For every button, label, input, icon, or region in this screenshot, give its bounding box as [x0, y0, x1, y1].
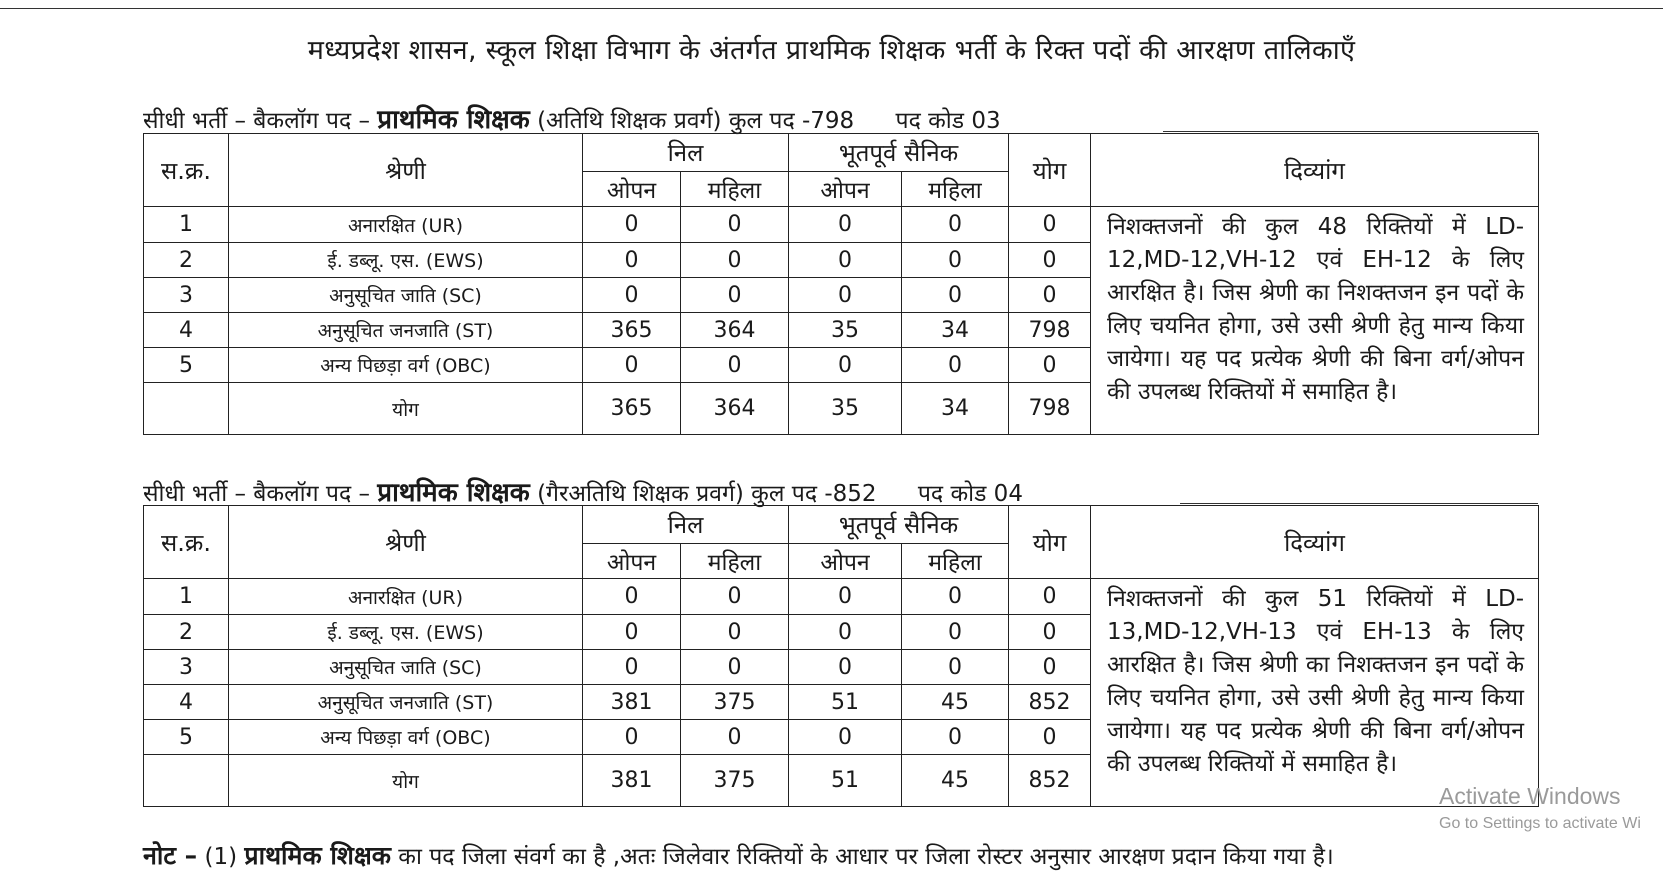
col-header-ex-open: ओपन: [789, 172, 902, 207]
col-header-nil: निल: [583, 134, 789, 172]
ex-women-cell: 0: [902, 720, 1009, 755]
sno-cell: 5: [144, 720, 229, 755]
nil-open-cell: 0: [583, 243, 681, 278]
total-cell: 0: [1009, 650, 1091, 685]
col-header-nil: निल: [583, 506, 789, 544]
category-cell: अनुसूचित जाति (SC): [229, 650, 583, 685]
grand-total: 798: [1009, 383, 1091, 435]
ex-women-cell: 45: [902, 685, 1009, 720]
heading-prefix: सीधी भर्ती – बैकलॉग पद –: [143, 481, 370, 507]
total-cell: 0: [1009, 615, 1091, 650]
ex-open-cell: 0: [789, 650, 902, 685]
ex-open-cell: 0: [789, 278, 902, 313]
ex-women-total: 34: [902, 383, 1009, 435]
note-post-name: प्राथमिक शिक्षक: [244, 841, 391, 870]
ex-women-cell: 0: [902, 207, 1009, 243]
ex-women-cell: 0: [902, 615, 1009, 650]
nil-women-cell: 0: [681, 650, 789, 685]
category-cell: अनुसूचित जनजाति (ST): [229, 313, 583, 348]
heading-rule: [1180, 503, 1538, 504]
empty-cell: [144, 383, 229, 435]
sno-cell: 3: [144, 278, 229, 313]
note-label: नोट –: [143, 841, 198, 870]
ex-open-cell: 0: [789, 615, 902, 650]
col-header-category: श्रेणी: [229, 134, 583, 207]
table-2-heading: [143, 473, 1023, 509]
ex-women-cell: 0: [902, 243, 1009, 278]
category-cell: अनारक्षित (UR): [229, 579, 583, 615]
total-cell: 0: [1009, 278, 1091, 313]
sno-cell: 4: [144, 313, 229, 348]
col-header-nil-women: महिला: [681, 172, 789, 207]
ex-women-cell: 0: [902, 278, 1009, 313]
nil-open-cell: 0: [583, 207, 681, 243]
ex-women-cell: 0: [902, 348, 1009, 383]
total-label: योग: [229, 755, 583, 807]
reservation-table-2: [143, 505, 1539, 807]
nil-open-cell: 0: [583, 615, 681, 650]
reservation-table-1: [143, 133, 1539, 435]
heading-rule: [1163, 131, 1538, 132]
divyang-note: निशक्तजनों की कुल 48 रिक्तियों में LD-12,MD-12,VH-12 एवं EH-12 के लिए आरक्षित है। जिस श्रेणी का निशक्तजन इन पदों के लिए चयनित होगा, उसे उसी श्रेणी हेतु मान्य किया जायेगा। यह पद प्रत्येक श्रेणी की बिना वर्ग/ओपन की उपलब्ध रिक्तियों में समाहित है।: [1091, 207, 1539, 435]
nil-women-cell: 0: [681, 579, 789, 615]
ex-open-total: 35: [789, 383, 902, 435]
sno-cell: 1: [144, 207, 229, 243]
category-cell: अनुसूचित जनजाति (ST): [229, 685, 583, 720]
col-header-sno: स.क्र.: [144, 506, 229, 579]
heading-post-name: प्राथमिक शिक्षक: [377, 105, 530, 135]
grand-total: 852: [1009, 755, 1091, 807]
total-cell: 0: [1009, 579, 1091, 615]
empty-cell: [144, 755, 229, 807]
col-header-ex-women: महिला: [902, 172, 1009, 207]
table-1-heading: [143, 100, 1001, 136]
post-code: पद कोड 03: [895, 108, 1001, 134]
heading-prefix: सीधी भर्ती – बैकलॉग पद –: [143, 108, 370, 134]
ex-open-cell: 51: [789, 685, 902, 720]
col-header-ex-servicemen: भूतपूर्व सैनिक: [789, 506, 1009, 544]
sno-cell: 2: [144, 243, 229, 278]
heading-category-total: (अतिथि शिक्षक प्रवर्ग) कुल पद -798: [537, 108, 855, 134]
category-cell: अन्य पिछड़ा वर्ग (OBC): [229, 720, 583, 755]
total-cell: 0: [1009, 348, 1091, 383]
nil-women-total: 375: [681, 755, 789, 807]
footer-note: [143, 838, 1334, 872]
category-cell: अनुसूचित जाति (SC): [229, 278, 583, 313]
category-cell: अनारक्षित (UR): [229, 207, 583, 243]
heading-post-name: प्राथमिक शिक्षक: [377, 478, 530, 508]
category-cell: ई. डब्लू. एस. (EWS): [229, 243, 583, 278]
ex-open-cell: 0: [789, 348, 902, 383]
nil-women-cell: 0: [681, 207, 789, 243]
total-cell: 0: [1009, 720, 1091, 755]
ex-open-total: 51: [789, 755, 902, 807]
sno-cell: 3: [144, 650, 229, 685]
top-rule: [0, 8, 1663, 9]
nil-open-cell: 0: [583, 720, 681, 755]
col-header-total: योग: [1009, 506, 1091, 579]
sno-cell: 5: [144, 348, 229, 383]
nil-open-cell: 0: [583, 278, 681, 313]
ex-open-cell: 0: [789, 720, 902, 755]
nil-women-cell: 0: [681, 348, 789, 383]
col-header-ex-open: ओपन: [789, 544, 902, 579]
col-header-divyang: दिव्यांग: [1091, 506, 1539, 579]
note-number: (1): [204, 844, 238, 870]
total-cell: 0: [1009, 243, 1091, 278]
note-text: का पद जिला संवर्ग का है ,अतः जिलेवार रिक्तियों के आधार पर जिला रोस्टर अनुसार आरक्षण प्रदान किया गया है।: [398, 844, 1334, 870]
table-row: [144, 579, 1539, 615]
category-cell: अन्य पिछड़ा वर्ग (OBC): [229, 348, 583, 383]
nil-open-cell: 381: [583, 685, 681, 720]
heading-category-total: (गैरअतिथि शिक्षक प्रवर्ग) कुल पद -852: [537, 481, 877, 507]
post-code: पद कोड 04: [917, 481, 1023, 507]
col-header-nil-open: ओपन: [583, 544, 681, 579]
ex-open-cell: 0: [789, 579, 902, 615]
nil-women-cell: 364: [681, 313, 789, 348]
total-cell: 852: [1009, 685, 1091, 720]
ex-women-total: 45: [902, 755, 1009, 807]
col-header-ex-women: महिला: [902, 544, 1009, 579]
col-header-total: योग: [1009, 134, 1091, 207]
col-header-nil-open: ओपन: [583, 172, 681, 207]
nil-open-total: 365: [583, 383, 681, 435]
ex-open-cell: 0: [789, 243, 902, 278]
category-cell: ई. डब्लू. एस. (EWS): [229, 615, 583, 650]
col-header-nil-women: महिला: [681, 544, 789, 579]
ex-women-cell: 0: [902, 579, 1009, 615]
nil-women-total: 364: [681, 383, 789, 435]
nil-open-cell: 0: [583, 579, 681, 615]
sno-cell: 4: [144, 685, 229, 720]
col-header-category: श्रेणी: [229, 506, 583, 579]
col-header-ex-servicemen: भूतपूर्व सैनिक: [789, 134, 1009, 172]
nil-women-cell: 375: [681, 685, 789, 720]
nil-women-cell: 0: [681, 720, 789, 755]
ex-women-cell: 0: [902, 650, 1009, 685]
ex-women-cell: 34: [902, 313, 1009, 348]
total-label: योग: [229, 383, 583, 435]
nil-women-cell: 0: [681, 243, 789, 278]
ex-open-cell: 35: [789, 313, 902, 348]
nil-open-cell: 0: [583, 650, 681, 685]
activate-windows-watermark: Activate Windows: [1439, 783, 1621, 809]
nil-open-cell: 0: [583, 348, 681, 383]
divyang-note: निशक्तजनों की कुल 51 रिक्तियों में LD-13,MD-12,VH-13 एवं EH-13 के लिए आरक्षित है। जिस श्रेणी का निशक्तजन इन पदों के लिए चयनित होगा, उसे उसी श्रेणी हेतु मान्य किया जायेगा। यह पद प्रत्येक श्रेणी की बिना वर्ग/ओपन की उपलब्ध रिक्तियों में समाहित है।: [1091, 579, 1539, 807]
page-title: मध्यप्रदेश शासन, स्कूल शिक्षा विभाग के अंतर्गत प्राथमिक शिक्षक भर्ती के रिक्त पदों की आरक्षण तालिकाएँ: [307, 35, 1356, 66]
col-header-divyang: दिव्यांग: [1091, 134, 1539, 207]
sno-cell: 1: [144, 579, 229, 615]
total-cell: 0: [1009, 207, 1091, 243]
nil-women-cell: 0: [681, 615, 789, 650]
col-header-sno: स.क्र.: [144, 134, 229, 207]
activate-windows-subtext: Go to Settings to activate Wi: [1439, 815, 1641, 832]
sno-cell: 2: [144, 615, 229, 650]
nil-open-total: 381: [583, 755, 681, 807]
nil-open-cell: 365: [583, 313, 681, 348]
total-cell: 798: [1009, 313, 1091, 348]
table-row: [144, 207, 1539, 243]
ex-open-cell: 0: [789, 207, 902, 243]
nil-women-cell: 0: [681, 278, 789, 313]
